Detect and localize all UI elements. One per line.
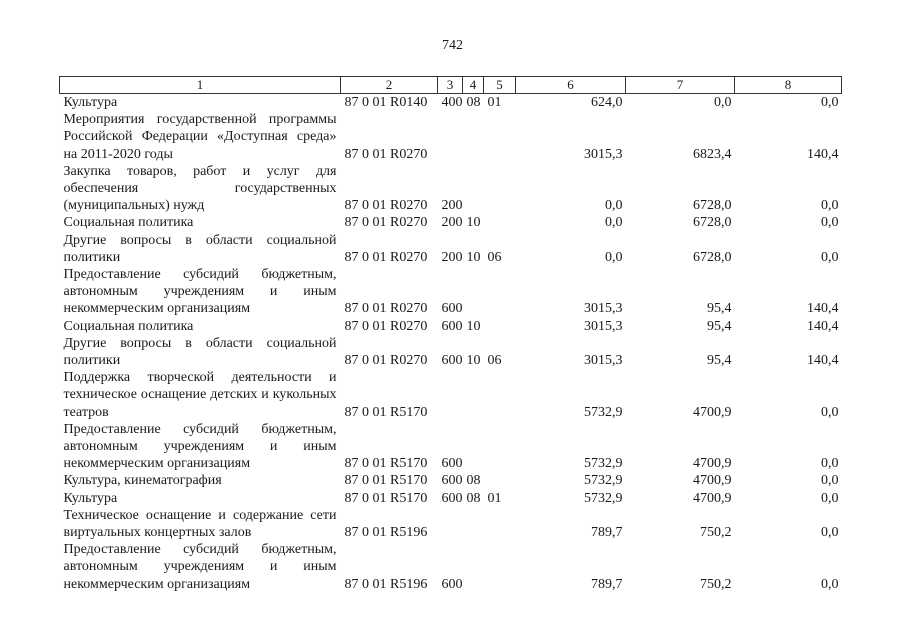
row-value-6: 0,0	[605, 198, 623, 214]
row-value-7: 6823,4	[693, 146, 732, 162]
row-col3	[438, 507, 463, 541]
row-col4: 10	[466, 215, 481, 231]
row-col5	[484, 541, 516, 593]
row-value-6: 3015,3	[584, 301, 623, 317]
row-value-7: 4700,9	[693, 490, 732, 506]
table-row	[60, 266, 842, 318]
row-col5	[484, 507, 516, 541]
column-header: 4	[463, 77, 484, 94]
row-col3: 600	[441, 576, 463, 592]
row-col3: 200	[441, 215, 463, 231]
row-code: 87 0 01 R5196	[344, 525, 428, 541]
row-col4: 10	[466, 249, 481, 265]
row-value-8: 0,0	[821, 473, 839, 489]
row-value-8: 140,4	[807, 146, 839, 162]
row-code: 87 0 01 R0270	[344, 215, 428, 231]
column-header: 3	[438, 77, 463, 94]
table-row	[60, 421, 842, 473]
row-value-7: 4700,9	[693, 456, 732, 472]
row-value-7: 6728,0	[693, 249, 732, 265]
row-name: Предоставление субсидий бюджетным, автономным учреждениям и иным некоммерческим организациям	[63, 421, 337, 472]
row-value-6: 624,0	[591, 95, 623, 110]
row-value-6: 789,7	[591, 576, 623, 592]
table-row	[60, 369, 842, 421]
row-col5: 06	[487, 249, 502, 265]
row-value-8: 0,0	[821, 525, 839, 541]
row-code: 87 0 01 R5170	[344, 456, 428, 472]
row-col3	[438, 111, 463, 163]
row-name: Культура, кинематография	[63, 473, 222, 489]
row-col5	[484, 111, 516, 163]
table-row	[60, 214, 842, 231]
column-header: 1	[60, 77, 341, 94]
column-header: 5	[484, 77, 516, 94]
row-code: 87 0 01 R0270	[344, 318, 428, 334]
row-value-8: 0,0	[821, 404, 839, 420]
row-value-8: 0,0	[821, 215, 839, 231]
row-value-6: 5732,9	[584, 404, 623, 420]
row-value-6: 0,0	[605, 249, 623, 265]
row-name: Мероприятия государственной программы Российской Федерации «Доступная среда» на 2011-2020 годы	[63, 112, 337, 162]
row-col4: 10	[466, 353, 481, 369]
row-col3: 600	[441, 301, 463, 317]
row-col3: 400	[441, 95, 463, 110]
row-col3	[438, 369, 463, 421]
table-row	[60, 318, 842, 335]
row-value-6: 5732,9	[584, 490, 623, 506]
row-value-7: 750,2	[700, 525, 732, 541]
row-code: 87 0 01 R0270	[344, 249, 428, 265]
row-col4	[463, 163, 484, 215]
row-col3: 600	[441, 353, 463, 369]
row-value-6: 0,0	[605, 215, 623, 231]
row-col5	[484, 163, 516, 215]
row-code: 87 0 01 R0140	[344, 95, 428, 110]
row-name: Предоставление субсидий бюджетным, автономным учреждениям и иным некоммерческим организациям	[63, 267, 337, 317]
row-code: 87 0 01 R5170	[344, 490, 428, 506]
row-value-8: 140,4	[807, 353, 839, 369]
row-value-8: 0,0	[821, 249, 839, 265]
row-code: 87 0 01 R0270	[344, 353, 428, 369]
column-header: 7	[626, 77, 735, 94]
row-col5	[484, 266, 516, 318]
row-code: 87 0 01 R5196	[344, 576, 428, 592]
row-col5: 01	[487, 490, 502, 506]
row-col4	[463, 266, 484, 318]
row-name: Культура	[63, 490, 118, 506]
row-col4	[463, 111, 484, 163]
row-col5	[484, 214, 516, 231]
table-row	[60, 490, 842, 507]
table-row	[60, 541, 842, 593]
row-col5	[484, 472, 516, 489]
row-col4: 10	[466, 318, 481, 334]
row-name: Социальная политика	[63, 318, 194, 334]
row-code: 87 0 01 R0270	[344, 198, 428, 214]
column-header: 8	[735, 77, 842, 94]
table-row	[60, 507, 842, 541]
row-col4: 08	[466, 473, 481, 489]
row-value-6: 5732,9	[584, 473, 623, 489]
row-col3: 200	[441, 249, 463, 265]
row-name: Социальная политика	[63, 215, 194, 231]
row-value-6: 5732,9	[584, 456, 623, 472]
table-row	[60, 94, 842, 112]
row-value-7: 95,4	[707, 353, 732, 369]
row-value-7: 95,4	[707, 301, 732, 317]
budget-table	[59, 76, 842, 593]
column-header: 6	[516, 77, 626, 94]
row-code: 87 0 01 R0270	[344, 301, 428, 317]
row-col5	[484, 369, 516, 421]
row-name: Закупка товаров, работ и услуг для обеспечения государственных (муниципальных) нужд	[63, 163, 337, 214]
row-col4	[463, 507, 484, 541]
table-row	[60, 335, 842, 369]
row-name: Культура	[63, 95, 118, 110]
row-value-7: 4700,9	[693, 473, 732, 489]
table-row	[60, 472, 842, 489]
row-value-8: 0,0	[821, 576, 839, 592]
row-code: 87 0 01 R0270	[344, 146, 428, 162]
table-row	[60, 232, 842, 266]
row-col4: 08	[466, 95, 481, 110]
row-col3: 600	[441, 490, 463, 506]
table-body	[60, 94, 842, 593]
row-col3: 600	[441, 318, 463, 334]
table-header-row	[60, 77, 842, 94]
row-col5: 06	[487, 353, 502, 369]
row-value-8: 0,0	[821, 95, 839, 110]
row-code: 87 0 01 R5170	[344, 473, 428, 489]
row-value-6: 3015,3	[584, 146, 623, 162]
row-value-8: 0,0	[821, 198, 839, 214]
row-col4	[463, 541, 484, 593]
table-row	[60, 163, 842, 215]
row-col3: 200	[441, 198, 463, 214]
row-name: Другие вопросы в области социальной политики	[63, 232, 337, 265]
row-value-8: 140,4	[807, 301, 839, 317]
row-value-6: 3015,3	[584, 353, 623, 369]
row-col4	[463, 421, 484, 473]
row-name: Другие вопросы в области социальной политики	[63, 335, 337, 369]
row-col4	[463, 369, 484, 421]
row-col3: 600	[441, 456, 463, 472]
row-value-6: 789,7	[591, 525, 623, 541]
row-name: Поддержка творческой деятельности и техническое оснащение детских и кукольных театров	[63, 370, 337, 420]
row-name: Техническое оснащение и содержание сети виртуальных концертных залов	[63, 507, 337, 541]
row-value-6: 3015,3	[584, 318, 623, 334]
row-col5	[484, 421, 516, 473]
row-value-7: 4700,9	[693, 404, 732, 420]
column-header: 2	[341, 77, 438, 94]
row-col5	[484, 318, 516, 335]
row-value-7: 6728,0	[693, 198, 732, 214]
row-value-8: 0,0	[821, 490, 839, 506]
row-name: Предоставление субсидий бюджетным, автономным учреждениям и иным некоммерческим организациям	[63, 542, 337, 592]
row-code: 87 0 01 R5170	[344, 404, 428, 420]
row-col4: 08	[466, 490, 481, 506]
table-row	[60, 111, 842, 163]
row-col3: 600	[441, 473, 463, 489]
row-value-7: 6728,0	[693, 215, 732, 231]
row-value-8: 0,0	[821, 456, 839, 472]
page-number: 742	[442, 38, 463, 53]
row-value-7: 0,0	[714, 95, 732, 110]
row-col5: 01	[487, 95, 502, 110]
row-value-7: 95,4	[707, 318, 732, 334]
row-value-8: 140,4	[807, 318, 839, 334]
row-value-7: 750,2	[700, 576, 732, 592]
